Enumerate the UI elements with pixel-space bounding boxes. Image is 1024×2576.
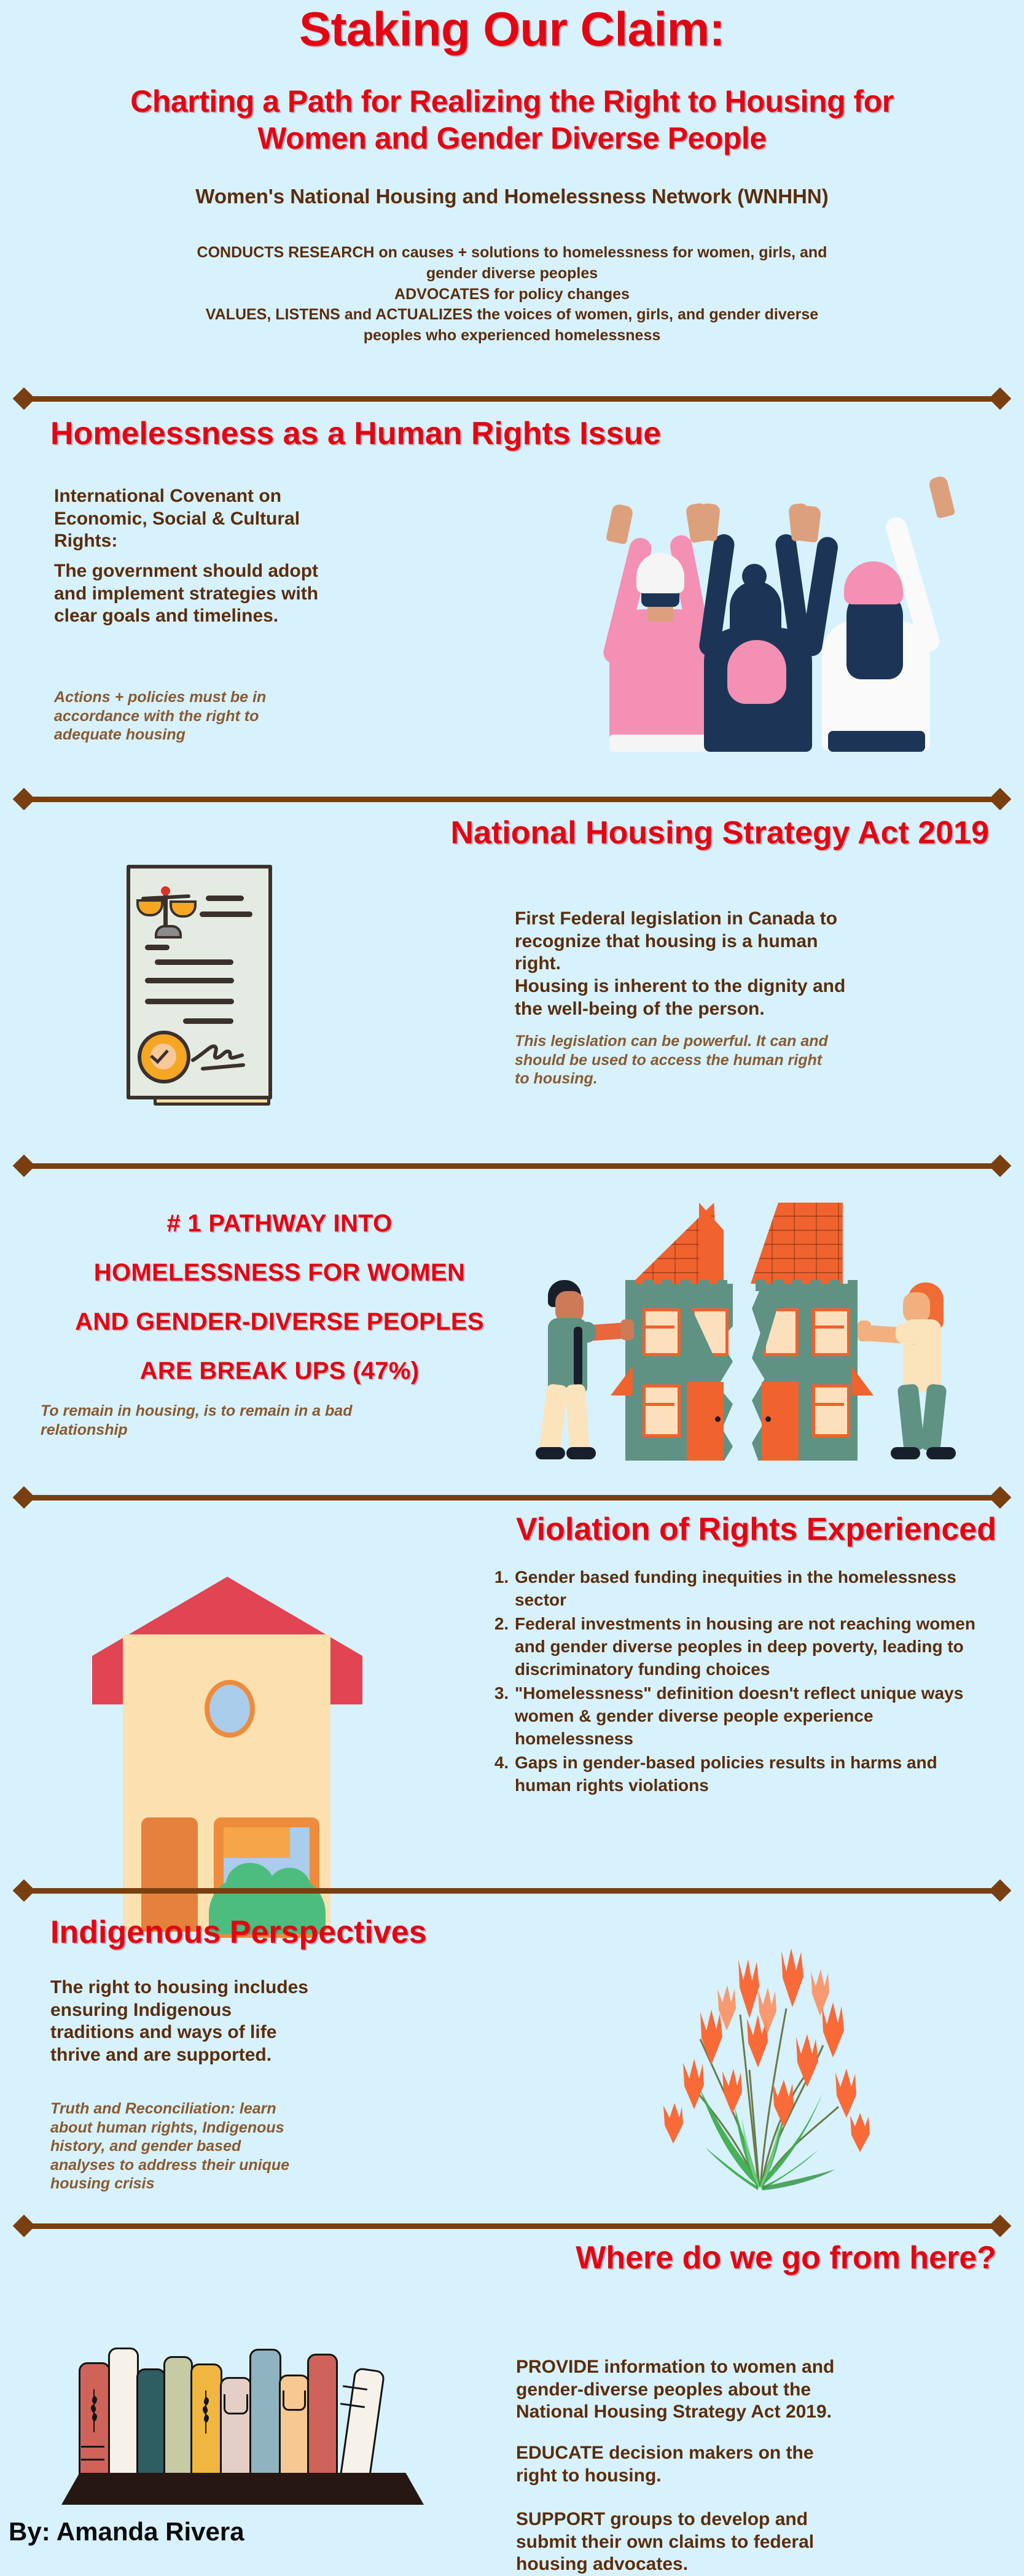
house-left-doorknob-icon: [715, 1416, 721, 1422]
byline: By: Amanda Rivera: [9, 2517, 244, 2546]
document-text-line: [145, 978, 234, 983]
house-left-window-1: [643, 1308, 681, 1356]
person1-body: [609, 609, 715, 751]
orange-flowering-plant-illustration: [627, 1922, 897, 2193]
divider-diamond-left-icon: [13, 1486, 36, 1509]
intro-line-3: ADVOCATES for policy changes: [394, 285, 630, 303]
violation-item-4: 4. Gaps in gender-based policies results in harms and human rights violations: [514, 1752, 989, 1797]
person1-shirt-hem: [609, 735, 715, 752]
pathway-stat-line-3: AND GENDER-DIVERSE PEOPLES: [75, 1308, 484, 1335]
divider-bar: [25, 797, 999, 802]
book-6: [220, 2377, 252, 2479]
book-2: [108, 2348, 139, 2479]
scales-of-justice-icon: [135, 886, 197, 935]
divider-diamond-left-icon: [13, 1879, 36, 1902]
section-heading-human-rights: Homelessness as a Human Rights Issue: [50, 416, 662, 451]
person2-hood: [727, 640, 786, 704]
organization-name: Women's National Housing and Homelessness Network (WNHHN): [195, 185, 829, 208]
house-left-window-1-bar: [643, 1325, 674, 1329]
house-right-battlement: [756, 1280, 858, 1291]
document-text-line: [145, 945, 170, 950]
split-house-left-half: [625, 1203, 742, 1461]
person-right-sleeve: [896, 1323, 924, 1344]
section-divider-2: [11, 789, 1013, 808]
document-signature-icon: [190, 1039, 249, 1074]
section-heading-violations: Violation of Rights Experienced: [515, 1512, 996, 1547]
bookshelf-base: [61, 2473, 424, 2505]
book-6-band: [224, 2394, 248, 2414]
intro-line-1: CONDUCTS RESEARCH on causes + solutions to homelessness for women, girls, and: [197, 244, 827, 261]
human-rights-body-1: International Covenant on Economic, Social & Cultural Rights:: [54, 486, 300, 552]
indigenous-note: Truth and Reconciliation: learn about human rights, Indigenous history, and gender based analyses to address their unique housing crisis: [50, 2100, 290, 2192]
split-house-person-left: [534, 1280, 633, 1461]
person-left-shoe-1: [536, 1447, 565, 1459]
pathway-note: To remain in housing, is to remain in a bad relationship: [41, 1402, 353, 1438]
where-next-body-2: EDUCATE decision makers on the right to housing.: [516, 2443, 814, 2486]
divider-bar: [25, 396, 999, 402]
person-left-hand: [620, 1319, 634, 1340]
person3-right-hand-point-icon: [928, 475, 955, 518]
section-divider-5: [11, 1881, 1013, 1899]
house-right-window-2-bar: [812, 1325, 844, 1329]
divider-diamond-right-icon: [989, 788, 1012, 811]
section-heading-where-next: Where do we go from here?: [576, 2240, 996, 2276]
plant-svg: [627, 1922, 897, 2193]
section-divider-6: [11, 2216, 1013, 2234]
book-4: [163, 2356, 193, 2479]
person-left-shoe-2: [566, 1447, 596, 1459]
person3-beanie-hat: [844, 561, 903, 604]
bookshelf-illustration: [61, 2316, 442, 2500]
book-10-leaning: [339, 2367, 385, 2484]
human-rights-body-2: The government should adopt and implement strategies with clear goals and timelines.: [54, 561, 319, 626]
pathway-stat-line-4: ARE BREAK UPS (47%): [139, 1357, 420, 1384]
divider-diamond-right-icon: [989, 1879, 1012, 1902]
nhsa-note: This legislation can be powerful. It can and should be used to access the human right to housing.: [515, 1032, 828, 1087]
divider-bar: [25, 1495, 999, 1501]
nhsa-body-1: First Federal legislation in Canada to recognize that housing is a human right.: [515, 908, 838, 974]
person3-left-hand-peace-icon: [798, 505, 822, 542]
intro-block: [0, 243, 1024, 346]
nhsa-body-2: Housing is inherent to the dignity and the well-being of the person.: [515, 976, 846, 1019]
document-text-line: [200, 911, 252, 917]
person-right-head: [903, 1292, 930, 1323]
person2-left-hand-peace-icon: [697, 502, 721, 541]
house-left-window-3-bar: [643, 1403, 674, 1406]
split-house-person-right: [858, 1282, 962, 1461]
scales-base: [155, 925, 182, 939]
person-left-leg-1: [539, 1383, 568, 1454]
book-8-band: [283, 2391, 306, 2411]
intro-line-2: gender diverse peoples: [426, 264, 598, 282]
section-heading-indigenous: Indigenous Perspectives: [50, 1914, 427, 1950]
split-house-illustration: [534, 1203, 977, 1461]
divider-diamond-right-icon: [989, 1155, 1012, 1177]
pathway-stat-block: [25, 1199, 534, 1395]
book-3: [136, 2368, 166, 2479]
house-right-window-3: [812, 1384, 850, 1437]
document-text-line: [145, 999, 234, 1004]
scales-top-knob: [161, 886, 170, 896]
book-9: [307, 2354, 338, 2479]
section-divider-4: [11, 1488, 1013, 1506]
section-heading-nhsa: National Housing Strategy Act 2019: [450, 815, 989, 851]
violation-item-3: 3. "Homelessness" definition doesn't reflect unique ways women & gender diverse people experience homelessness: [514, 1682, 989, 1751]
document-text-line: [183, 1018, 233, 1024]
divider-diamond-right-icon: [989, 2215, 1012, 2238]
where-next-body-1: PROVIDE information to women and gender-diverse peoples about the National Housing Strategy Act 2019.: [516, 2357, 835, 2422]
house-left-battlement: [625, 1280, 731, 1291]
page-title-line1: Staking Our Claim:: [299, 2, 725, 56]
house-right-doorknob-icon: [765, 1416, 771, 1422]
scales-pan-right: [170, 900, 197, 918]
person3-bottom: [828, 731, 925, 752]
person-right-shoe-1: [891, 1447, 920, 1459]
intro-line-5: peoples who experienced homelessness: [363, 327, 661, 344]
intro-line-4: VALUES, LISTENS and ACTUALIZES the voices of women, girls, and gender diverse: [205, 306, 819, 324]
person-left-leg-2: [565, 1384, 590, 1454]
divider-diamond-left-icon: [13, 1155, 36, 1177]
divider-diamond-left-icon: [13, 388, 36, 410]
divider-bar: [25, 2223, 999, 2229]
person-left-strap: [574, 1327, 582, 1386]
violation-item-2: 2. Federal investments in housing are not reaching women and gender diverse peoples in deep poverty, leading to discriminatory funding choices: [514, 1613, 989, 1681]
divider-diamond-left-icon: [13, 2215, 36, 2238]
divider-bar: [25, 1163, 999, 1169]
divider-bar: [25, 1888, 999, 1894]
person-left-sleeve: [569, 1322, 596, 1343]
scales-pan-left: [136, 899, 163, 916]
pathway-stat-line-2: HOMELESSNESS FOR WOMEN: [93, 1259, 466, 1286]
violations-list: [485, 1566, 989, 1797]
pathway-stat-line-1: # 1 PATHWAY INTO: [166, 1210, 393, 1237]
document-text-line: [206, 896, 244, 901]
section-divider-3: [11, 1156, 1013, 1174]
house-left-window-3: [643, 1384, 681, 1437]
book-7: [249, 2349, 281, 2479]
violation-item-1: 1. Gender based funding inequities in the homelessness sector: [514, 1566, 989, 1612]
person-right-leg-2: [920, 1384, 947, 1452]
document-text-line: [155, 959, 233, 965]
legal-document-illustration: [117, 860, 326, 1106]
human-rights-note: Actions + policies must be in accordance with the right to adequate housing: [54, 689, 267, 743]
person-right-shoe-2: [926, 1447, 956, 1459]
three-people-raised-hands-illustration: [577, 467, 995, 774]
page-title-line2: Charting a Path for Realizing the Right to Housing for: [130, 84, 894, 119]
book-1-band: [81, 2446, 104, 2461]
person-right-hand: [858, 1321, 871, 1341]
book-1-leaf-icon: [88, 2388, 100, 2434]
house-right-window-3-bar: [812, 1403, 844, 1406]
house-window-top-pane: [224, 1827, 290, 1858]
indigenous-body-1: The right to housing includes ensuring Indigenous traditions and ways of life thrive and are supported.: [50, 1977, 308, 2065]
house-right-window-2: [812, 1308, 850, 1356]
divider-diamond-right-icon: [989, 1486, 1012, 1509]
book-10-bands: [340, 2385, 367, 2408]
section-divider-1: [11, 389, 1013, 407]
divider-diamond-left-icon: [13, 788, 36, 811]
house-right-roof-brick-pattern: [751, 1203, 843, 1284]
page-title-line3: Women and Gender Diverse People: [257, 121, 767, 155]
person1-left-hand-peace-icon: [606, 503, 634, 545]
violations-list-wrap: [485, 1566, 989, 1798]
book-5-leaf-icon: [200, 2389, 211, 2435]
house-attic-window: [205, 1680, 255, 1738]
split-house-right-half: [748, 1203, 865, 1461]
where-next-body-3: SUPPORT groups to develop and submit their own claims to federal housing advocates.: [516, 2509, 815, 2575]
divider-diamond-right-icon: [989, 388, 1012, 410]
